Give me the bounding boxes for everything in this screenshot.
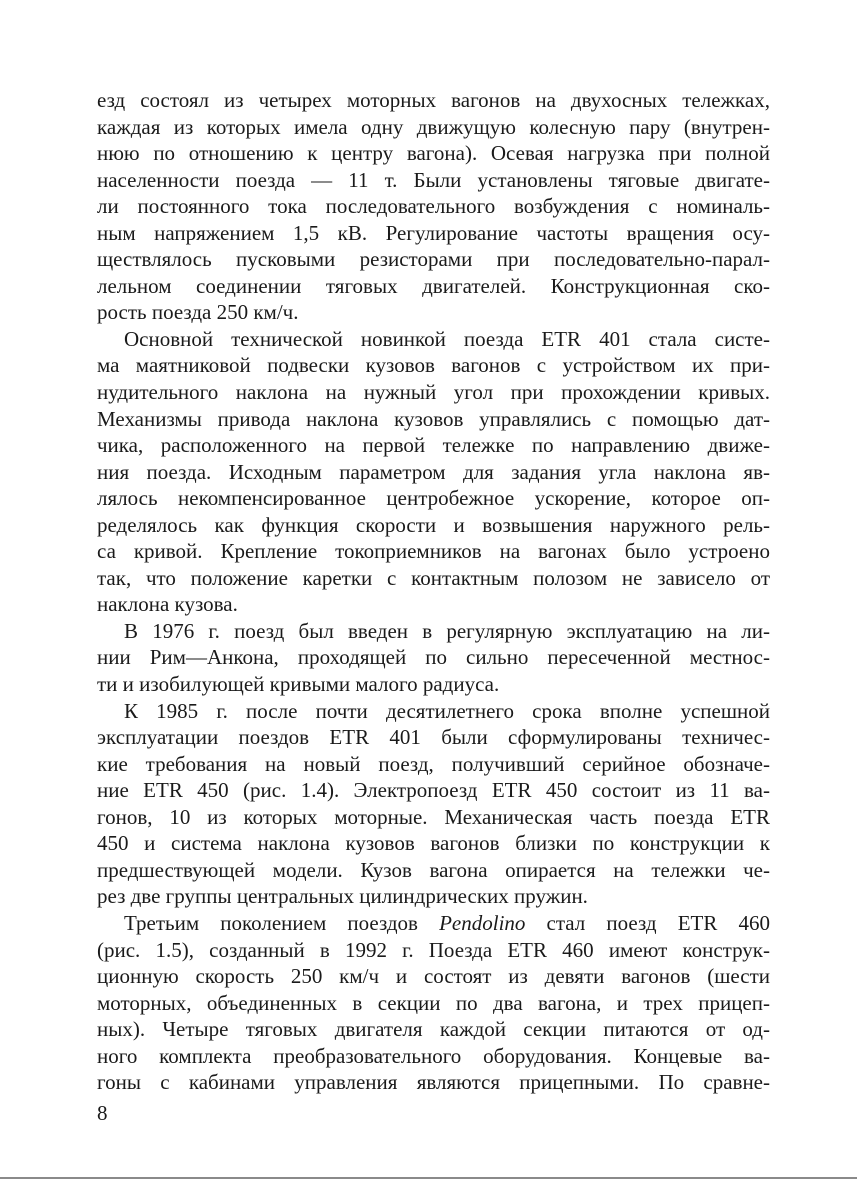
italic-term: Pendolino	[439, 910, 526, 935]
text-span: Третьим поколением поездов	[124, 910, 440, 935]
paragraph	[97, 618, 770, 698]
text-line: ния поезда. Исходным параметром для задания угла наклона яв-	[97, 459, 770, 484]
text-line: Основной технической новинкой поезда ETR 401 стала систе-	[124, 326, 770, 351]
text-line: ние ETR 450 (рис. 1.4). Электропоезд ETR 450 состоит из 11 ва-	[97, 778, 770, 803]
text-line: ли постоянного тока последовательного возбуждения с номиналь-	[97, 194, 770, 219]
paragraph	[97, 698, 770, 910]
text-line: ных). Четыре тяговых двигателя каждой секции питаются от од-	[97, 1017, 770, 1042]
text-line: так, что положение каретки с контактным полозом не зависело от	[97, 565, 770, 590]
text-line: лельном соединении тяговых двигателей. Конструкционная ско-	[97, 273, 770, 298]
text-line: кие требования на новый поезд, получивший серийное обозначе-	[97, 751, 770, 776]
text-line: рость поезда 250 км/ч.	[97, 300, 299, 325]
text-line: 450 и система наклона кузовов вагонов близки по конструкции к	[97, 831, 770, 856]
text-line: гоны с кабинами управления являются прицепными. По сравне-	[97, 1070, 770, 1095]
text-span: стал поезд ETR 460	[525, 910, 770, 935]
text-line: нии Рим—Анкона, проходящей по сильно пересеченной местнос-	[97, 645, 770, 670]
text-line: лялось некомпенсированное центробежное ускорение, которое оп-	[97, 486, 770, 511]
text-line: моторных, объединенных в секции по два вагона, и трех прицеп-	[97, 990, 770, 1015]
text-line: са кривой. Крепление токоприемников на вагонах было устроено	[97, 539, 770, 564]
text-line: нудительного наклона на нужный угол при прохождении кривых.	[97, 380, 770, 405]
text-line: населенности поезда — 11 т. Были установлены тяговые двигате-	[97, 167, 770, 192]
text-line: каждая из которых имела одну движущую колесную пару (внутрен-	[97, 114, 770, 139]
text-line: Механизмы привода наклона кузовов управлялись с помощью дат-	[97, 406, 770, 431]
text-line: предшествующей модели. Кузов вагона опирается на тележки че-	[97, 857, 770, 882]
page-number: 8	[97, 1101, 108, 1125]
paragraph	[97, 910, 770, 1096]
paragraph	[97, 87, 770, 326]
text-line: наклона кузова.	[97, 592, 238, 617]
text-line: ного комплекта преобразовательного оборудования. Концевые ва-	[97, 1043, 770, 1068]
text-line: ти и изобилующей кривыми малого радиуса.	[97, 672, 500, 697]
text-line: чика, расположенного на первой тележке по направлению движе-	[97, 433, 770, 458]
body-text	[97, 87, 770, 1096]
paragraph	[97, 326, 770, 618]
text-line: ным напряжением 1,5 кВ. Регулирование частоты вращения осу-	[97, 220, 770, 245]
page-bottom-rule	[0, 1177, 857, 1179]
text-line: ределялось как функция скорости и возвышения наружного рель-	[97, 512, 770, 537]
text-line	[97, 910, 770, 937]
text-line: рез две группы центральных цилиндрических пружин.	[97, 884, 588, 909]
text-line: нюю по отношению к центру вагона). Осевая нагрузка при полной	[97, 141, 770, 166]
text-line: В 1976 г. поезд был введен в регулярную эксплуатацию на ли-	[124, 618, 770, 643]
text-line: эксплуатации поездов ETR 401 были сформулированы техничес-	[97, 725, 770, 750]
text-line: ционную скорость 250 км/ч и состоят из девяти вагонов (шести	[97, 964, 770, 989]
text-line: гонов, 10 из которых моторные. Механическая часть поезда ETR	[97, 804, 770, 829]
text-line: езд состоял из четырех моторных вагонов на двухосных тележках,	[97, 88, 770, 112]
text-line: ществлялось пусковыми резисторами при последовательно-парал-	[97, 247, 770, 272]
text-line: (рис. 1.5), созданный в 1992 г. Поезда ETR 460 имеют конструк-	[97, 937, 770, 962]
text-line: ма маятниковой подвески кузовов вагонов с устройством их при-	[97, 353, 770, 378]
text-line: К 1985 г. после почти десятилетнего срока вполне успешной	[124, 698, 770, 723]
